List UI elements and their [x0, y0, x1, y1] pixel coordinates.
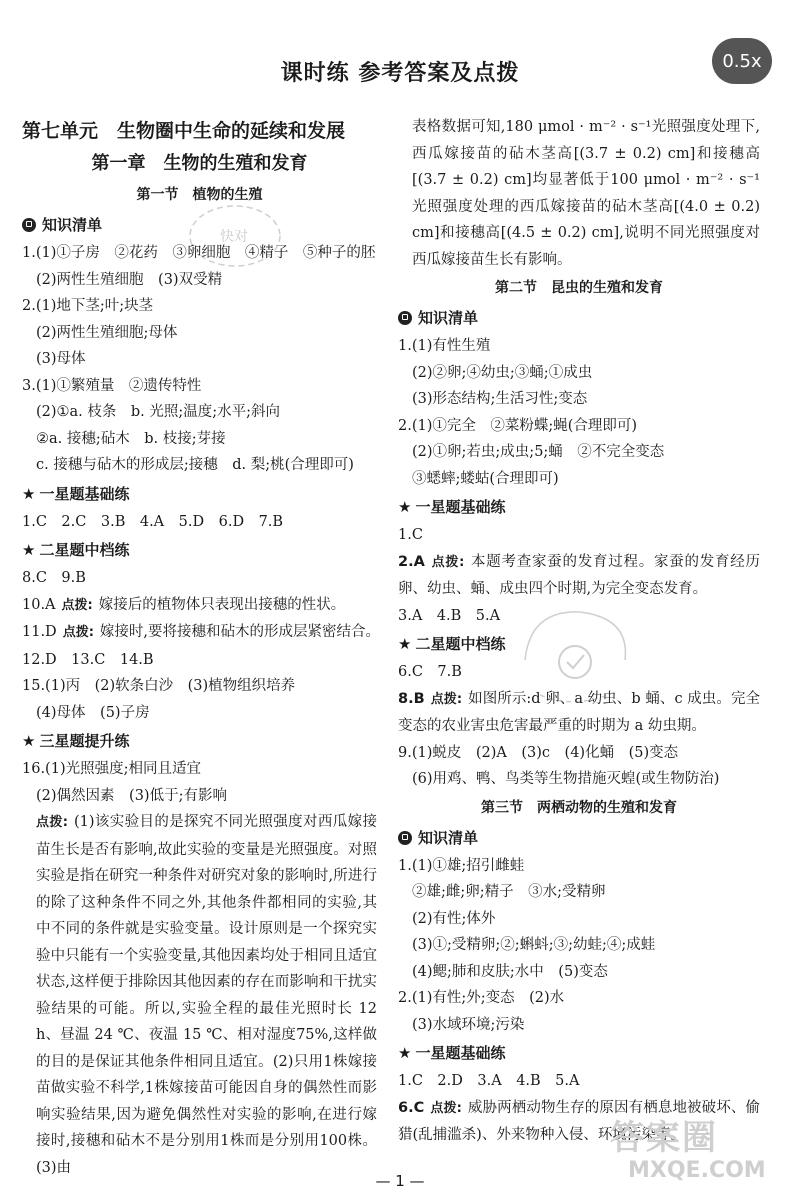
- answer-line: 2.(1)有性;外;变态 (2)水: [398, 990, 565, 1006]
- hint-tag: 点拨:: [430, 691, 463, 707]
- hint-continuation: 表格数据可知,180 μmol · m⁻² · s⁻¹光照强度处理下,西瓜嫁接苗的砧木茎高[(3.7 ± 0.2) cm]和接穗高[(3.7 ± 0.2) cm]均显著低于100 μmol · m⁻² · s⁻¹光照强度处理的西瓜嫁接苗的砧木茎高[(4.0 ± 0.2) cm]和接穗高[(4.5 ± 0.2) cm],说明不同光照强度对西瓜嫁接苗生长有影响。: [412, 119, 760, 268]
- hint-tag: 点拨:: [61, 597, 93, 613]
- book-icon: [22, 218, 36, 232]
- hint-tag: 点拨:: [430, 554, 465, 570]
- answer-line: ②a. 接穗;砧木 b. 枝接;芽接: [36, 430, 226, 447]
- hint-tag: 点拨:: [430, 1100, 462, 1116]
- star2-heading: [22, 535, 377, 565]
- star-icon: ★: [398, 635, 412, 653]
- hint-text: 如图所示:d 卵、a 幼虫、b 蛹、c 成虫。完全变态的农业害虫危害最严重的时期为 a 幼虫期。: [398, 690, 761, 734]
- kuaidui-stamp-left: [180, 196, 290, 286]
- answer-line: (2)两性生殖细胞;母体: [36, 324, 178, 341]
- section-title: 第三节 两栖动物的生殖和发育: [481, 799, 677, 816]
- watermark-logo: 答案圈: [610, 1118, 718, 1158]
- unit-title: 第七单元 生物圈中生命的延续和发展: [22, 120, 346, 142]
- answer-line: 2.(1)地下茎;叶;块茎: [22, 298, 154, 314]
- hint-text: 本题考查家蚕的发育过程。家蚕的发育经历卵、幼虫、蛹、成虫四个时期,为完全变态发育。: [398, 553, 761, 597]
- answer-line: 3.A 4.B 5.A: [398, 607, 501, 624]
- answer-line: [22, 619, 380, 647]
- book-icon: [398, 831, 412, 845]
- section-title: 第一节 植物的生殖: [136, 187, 263, 203]
- section-title: 第二节 昆虫的生殖和发育: [495, 280, 663, 296]
- answer-line: 1.(1)①子房 ②花药 ③卵细胞 ④精子 ⑤种子的胚: [22, 245, 376, 261]
- heading-label: 一星题基础练: [415, 498, 506, 516]
- answer-line: 1.C 2.D 3.A 4.B 5.A: [398, 1073, 580, 1089]
- answer-line: 1.(1)有性生殖: [398, 338, 491, 354]
- star-icon: ★: [22, 541, 36, 559]
- question-number: 10.A: [22, 596, 56, 613]
- answer-line: (2)①a. 枝条 b. 光照;温度;水平;斜向: [36, 404, 281, 420]
- answer-line: (3)①;受精卵;②;蝌蚪;③;幼蛙;④;成蛙: [412, 937, 656, 953]
- knowledge-heading: [398, 303, 760, 333]
- answer-line: c. 接穗与砧木的形成层;接穗 d. 梨;桃(合理即可): [36, 457, 354, 473]
- heading-label: 二星题中档练: [39, 541, 130, 559]
- answer-line: (3)水域环境;污染: [412, 1016, 525, 1033]
- hint-text: 嫁接时,要将接穗和砧木的形成层紧密结合。: [99, 624, 380, 640]
- stamp-text: 快对: [220, 229, 248, 245]
- question-number: 6.C: [398, 1099, 425, 1116]
- answer-line: ③蟋蟀;蝼蛄(合理即可): [412, 470, 559, 487]
- heading-label: 二星题中档练: [415, 635, 506, 653]
- star-icon: ★: [22, 484, 36, 503]
- hint-tag: 点拨:: [62, 625, 94, 640]
- heading-label: 三星题提升练: [39, 732, 130, 750]
- answer-line: (3)形态结构;生活习性;变态: [412, 391, 588, 407]
- hint-paragraph: [22, 809, 377, 1181]
- book-icon: [398, 311, 412, 325]
- answer-line: 3.(1)①繁殖量 ②遗传特性: [22, 377, 202, 394]
- answer-line: (3)母体: [36, 351, 86, 367]
- answer-line: 2.(1)①完全 ②菜粉蝶;蝇(合理即可): [398, 417, 638, 434]
- heading-label: 一星题基础练: [415, 1044, 506, 1062]
- answer-line: (2)有性;体外: [412, 910, 496, 927]
- heading-label: 知识清单: [42, 216, 103, 234]
- checkmark-stamp-right: [510, 600, 640, 710]
- star1-heading: [398, 1038, 760, 1068]
- answer-line: 9.(1)蜕皮 (2)A (3)c (4)化蛹 (5)变态: [398, 744, 679, 761]
- answer-line: (2)偶然因素 (3)低于;有影响: [36, 787, 227, 804]
- answer-line: 15.(1)丙 (2)软条白沙 (3)植物组织培养: [22, 678, 296, 694]
- answer-line: 1.(1)①雄;招引雌蛙: [398, 857, 525, 874]
- watermark-url: MXQE.COM: [628, 1158, 766, 1183]
- hint-tag: 点拨:: [36, 815, 68, 830]
- star-icon: ★: [398, 1044, 412, 1062]
- hint-paragraph: [398, 549, 760, 603]
- question-number: 8.B: [398, 690, 425, 707]
- question-number: 2.A: [398, 553, 425, 570]
- answer-line: (2)两性生殖细胞 (3)双受精: [36, 271, 223, 288]
- answer-line: 1.C: [398, 527, 423, 543]
- answer-line: [22, 592, 377, 620]
- heading-label: 知识清单: [418, 309, 479, 327]
- star-icon: ★: [22, 732, 36, 750]
- heading-label: 知识清单: [418, 828, 479, 847]
- answer-line: 12.D 13.C 14.B: [22, 651, 154, 668]
- star1-heading: [22, 479, 377, 509]
- hint-text: (1)该实验目的是探究不同光照强度对西瓜嫁接苗生长是否有影响,故此实验的变量是光照强度。对照实验是指在研究一种条件对研究对象的影响时,所进行的除了这种条件不同之外,其他条件都相同的实验,其中不同的条件就是实验变量。设计原则是一个探究实验中只能有一个实验变量,其他因素均处于相同且适宜状态,这样便于排除因其他因素的存在而影响和干扰实验结果的可能。所以,实验全程的最佳光照时长 12 h、昼温 24 ℃、夜温 15 ℃、相对湿度75%,这样做的目的是保证其他条件相同且适宜。(2)只用1株嫁接苗做实验不科学,1株嫁接苗可能因自身的偶然性而影响实验结果,因为避免偶然性对实验的影响,在进行嫁接时,接穗和砧木不是分别用1株而是分别用100株。(3)由: [36, 814, 377, 1176]
- chapter-title: 第一章 生物的生殖和发育: [91, 153, 308, 174]
- answer-line: 6.C 7.B: [398, 664, 462, 680]
- star1-heading: [398, 492, 760, 522]
- answer-line: 16.(1)光照强度;相同且适宜: [22, 761, 201, 777]
- answer-line: (2)①卵;若虫;成虫;5;蛹 ②不完全变态: [412, 444, 665, 460]
- question-number: 11.D: [22, 624, 57, 640]
- answer-line: 8.C 9.B: [22, 570, 86, 586]
- star-icon: ★: [398, 498, 412, 516]
- page-number: — 1 —: [375, 1172, 425, 1190]
- heading-label: 一星题基础练: [39, 484, 130, 503]
- answer-line: (4)鳃;肺和皮肤;水中 (5)变态: [412, 963, 608, 980]
- answer-line: (6)用鸡、鸭、鸟类等生物措施灭蝗(或生物防治): [412, 771, 720, 787]
- answer-line: ②雄;雌;卵;精子 ③水;受精卵: [412, 884, 606, 900]
- star3-heading: [22, 726, 377, 756]
- hint-text: 嫁接后的植物体只表现出接穗的性状。: [98, 596, 346, 613]
- playback-speed-badge[interactable]: 0.5x: [712, 38, 772, 84]
- answer-line: (2)②卵;④幼虫;③蛹;①成虫: [412, 364, 593, 381]
- answer-line: 1.C 2.C 3.B 4.A 5.D 6.D 7.B: [22, 513, 284, 530]
- knowledge-heading: [398, 823, 760, 853]
- page-title: 课时练 参考答案及点拨: [280, 61, 520, 86]
- answer-line: (4)母体 (5)子房: [36, 704, 150, 721]
- hint-text: 威胁两栖动物生存的原因有栖息地被破坏、偷猎(乱捕滥杀)、外来物种入侵、环境污染等。: [398, 1099, 760, 1143]
